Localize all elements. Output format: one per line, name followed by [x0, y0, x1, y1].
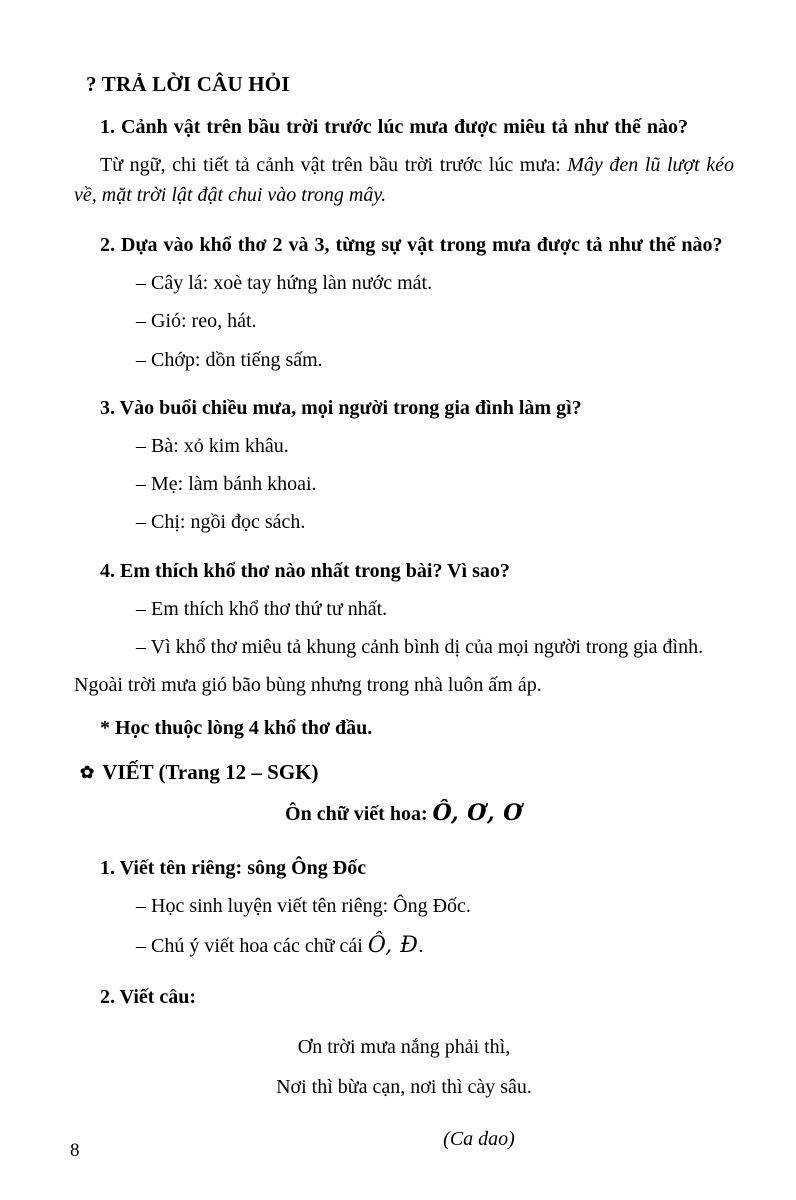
answer-4-bullet-2: – Vì khổ thơ miêu tả khung cảnh bình dị của mọi người trong gia đình.	[136, 636, 704, 659]
answers-section-heading: ? TRẢ LỜI CÂU HỎI	[86, 72, 290, 96]
write-subtitle	[74, 797, 734, 830]
spacer	[74, 219, 734, 231]
spacer	[74, 384, 734, 394]
write-subtitle-label: Ôn chữ viết hoa:	[285, 802, 428, 825]
answer-2-bullet-3: – Chớp: dồn tiếng sấm.	[136, 348, 323, 371]
write-task-2-title: 2. Viết câu:	[100, 986, 197, 1009]
answer-3-bullet-1: – Bà: xỏ kim khâu.	[136, 435, 289, 458]
question-4: 4. Em thích khổ thơ nào nhất trong bài? Vì sao?	[100, 559, 510, 582]
spacer	[74, 547, 734, 557]
write-section-heading	[80, 760, 734, 785]
spacer	[74, 1022, 734, 1032]
answer-2-bullet-2: – Gió: reo, hát.	[136, 310, 257, 333]
poem-line-2: Nơi thì bừa cạn, nơi thì cày sâu.	[276, 1075, 532, 1098]
poem-source: (Ca dao)	[443, 1127, 515, 1150]
answer-1	[74, 151, 734, 209]
answer-3-bullet-3: – Chị: ngồi đọc sách.	[136, 511, 306, 534]
write-task-1-letters: Ô, Đ	[367, 933, 419, 959]
answer-1-italic: Mây đen lũ lượt kéo về, mặt trời lật đật chui vào trong mây.	[74, 154, 735, 206]
page-content	[74, 72, 734, 1151]
write-subtitle-letters: Ô, Ơ, Ơ	[432, 799, 523, 826]
write-section-title: VIẾT (Trang 12 – SGK)	[102, 759, 319, 784]
write-task-1-bullet-2	[74, 930, 734, 962]
poem-line-1: Ơn trời mưa nắng phải thì,	[297, 1035, 511, 1058]
answer-1-lead: Từ ngữ, chi tiết tả cảnh vật trên bầu trời trước lúc mưa:	[100, 154, 568, 177]
answer-3-bullet-2: – Mẹ: làm bánh khoai.	[136, 473, 317, 496]
write-task-1-bullet-2-text: – Chú ý viết hoa các chữ cái	[136, 935, 368, 958]
question-2: 2. Dựa vào khổ thơ 2 và 3, từng sự vật trong mưa được tả như thế nào?	[100, 233, 723, 256]
memorize-note: * Học thuộc lòng 4 khổ thơ đầu.	[100, 716, 373, 739]
spacer	[74, 840, 734, 854]
answer-4-bullet-1: – Em thích khổ thơ thứ tư nhất.	[136, 598, 388, 621]
flower-icon: ✿	[80, 762, 95, 782]
write-task-1-bullet-1: – Học sinh luyện viết tên riêng: Ông Đốc.	[136, 895, 471, 918]
write-task-1-bullet-2-end: .	[418, 935, 424, 958]
page-number: 8	[70, 1140, 80, 1161]
question-1: 1. Cảnh vật trên bầu trời trước lúc mưa được miêu tả như thế nào?	[100, 116, 688, 138]
answer-2-bullet-1: – Cây lá: xoè tay hứng làn nước mát.	[136, 272, 433, 295]
question-3: 3. Vào buổi chiều mưa, mọi người trong gia đình làm gì?	[100, 396, 582, 419]
write-task-1-title: 1. Viết tên riêng: sông Ông Đốc	[100, 856, 367, 879]
spacer	[74, 971, 734, 983]
answer-4-continuation: Ngoài trời mưa gió bão bùng nhưng trong nhà luôn ấm áp.	[74, 674, 542, 697]
